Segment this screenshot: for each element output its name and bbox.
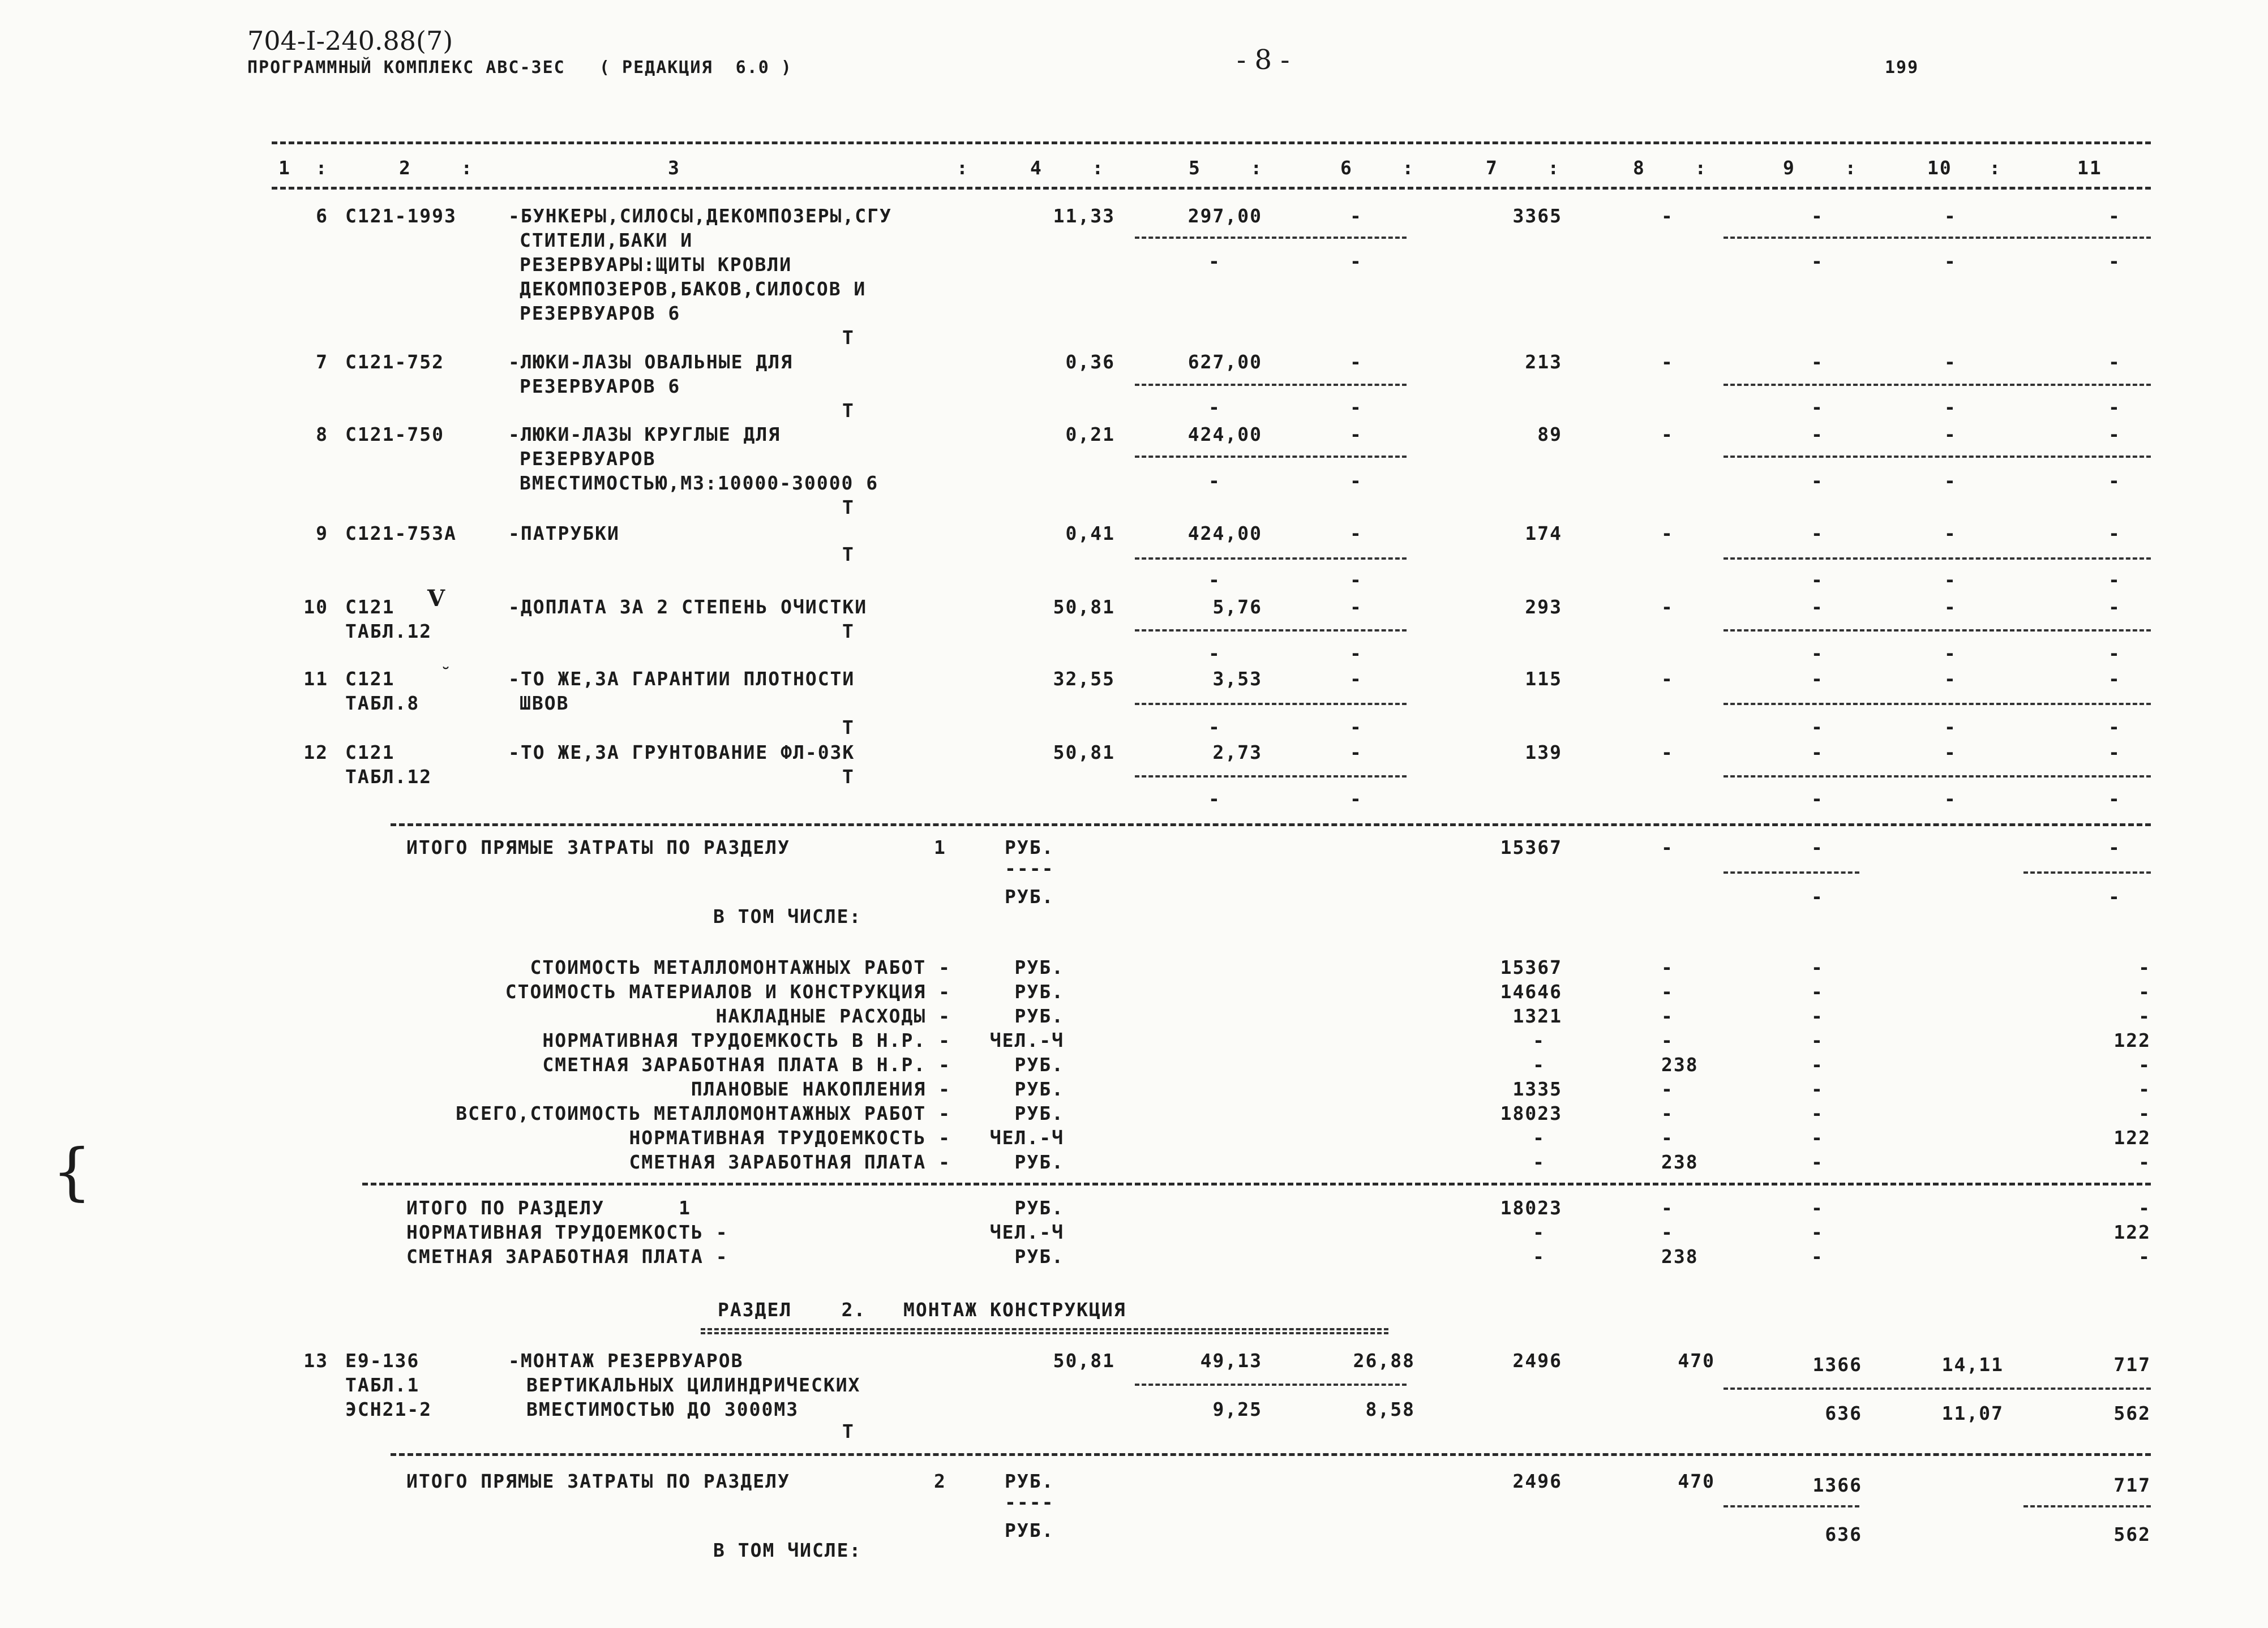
summary-col11: - bbox=[2138, 1197, 2151, 1219]
row-col8: 470 bbox=[1678, 1350, 1715, 1372]
subrule bbox=[1723, 456, 2151, 458]
dash-cell: - bbox=[1661, 596, 1674, 618]
row-unit-price: 424,00 bbox=[1187, 423, 1262, 445]
t-mark: Т bbox=[842, 716, 855, 738]
breakdown-unit: РУБ. bbox=[1014, 1005, 1064, 1027]
col-4: 4 : bbox=[1030, 157, 1105, 179]
dash-cell: - bbox=[1661, 741, 1674, 763]
dash-cell: - bbox=[1350, 569, 1362, 591]
row-col6-labor: 8,58 bbox=[1365, 1398, 1415, 1420]
row-code-line2: ТАБЛ.1 bbox=[345, 1374, 420, 1396]
t-mark: Т bbox=[842, 620, 855, 642]
row-number: 7 bbox=[316, 351, 328, 373]
breakdown-col9: - bbox=[1811, 1029, 1824, 1051]
dash-cell: - bbox=[1811, 250, 1824, 272]
section-heading-underline bbox=[701, 1328, 1388, 1330]
subrule bbox=[1135, 775, 1407, 778]
dash-cell: - bbox=[1811, 788, 1824, 810]
dash-cell: - bbox=[1811, 205, 1824, 227]
subrule bbox=[1723, 557, 2151, 560]
breakdown-col11: - bbox=[2138, 981, 2151, 1003]
col-9: 9 : bbox=[1783, 157, 1858, 179]
t-mark: Т bbox=[842, 400, 855, 422]
row-quantity: 0,36 bbox=[1065, 351, 1115, 373]
dash-cell: - bbox=[2108, 716, 2121, 738]
row-quantity: 50,81 bbox=[1053, 1350, 1115, 1372]
summary-col9: - bbox=[1811, 1245, 1824, 1268]
breakdown-col7: 14646 bbox=[1500, 981, 1562, 1003]
dash-cell: - bbox=[2108, 522, 2121, 544]
row-desc-line: -ЛЮКИ-ЛАЗЫ КРУГЛЫЕ ДЛЯ bbox=[508, 423, 781, 445]
dash-cell: - bbox=[2108, 836, 2121, 858]
row-code-line2: ТАБЛ.8 bbox=[345, 692, 420, 714]
section-heading: РАЗДЕЛ 2. МОНТАЖ КОНСТРУКЦИЯ bbox=[718, 1299, 1126, 1321]
row-col11: 717 bbox=[2113, 1354, 2151, 1376]
row-number: 11 bbox=[303, 668, 328, 690]
dash-cell: - bbox=[2108, 886, 2121, 908]
breakdown-col7: 1335 bbox=[1512, 1078, 1562, 1100]
section-total-col9: 1366 bbox=[1812, 1474, 1862, 1496]
row-total: 3365 bbox=[1512, 205, 1562, 227]
dash-cell: - bbox=[1661, 423, 1674, 445]
row-quantity: 0,41 bbox=[1065, 522, 1115, 544]
row-desc-line: -ПАТРУБКИ bbox=[508, 522, 620, 544]
col-2: 2 : bbox=[399, 157, 474, 179]
row-col10: 14,11 bbox=[1941, 1354, 2004, 1376]
dash-cell: - bbox=[1944, 470, 1957, 492]
dash-cell: - bbox=[1811, 423, 1824, 445]
row-quantity: 0,21 bbox=[1065, 423, 1115, 445]
breakdown-col9: - bbox=[1811, 956, 1824, 978]
dash-cell: - bbox=[2108, 250, 2121, 272]
section-number: 1 bbox=[934, 836, 946, 858]
row-unit-price: 297,00 bbox=[1187, 205, 1262, 227]
row-unit-price: 5,76 bbox=[1212, 596, 1262, 618]
dash-cell: - bbox=[1944, 205, 1957, 227]
dash-cell: - bbox=[2108, 596, 2121, 618]
sheet-number: 199 bbox=[1885, 58, 1919, 78]
subrule bbox=[1135, 237, 1407, 239]
dash-cell: - bbox=[1208, 569, 1221, 591]
breakdown-label: ВСЕГО,СТОИМОСТЬ МЕТАЛЛОМОНТАЖНЫХ РАБОТ - bbox=[456, 1102, 951, 1124]
subrule bbox=[2023, 871, 2151, 874]
subrule bbox=[1135, 703, 1407, 705]
breakdown-col7: - bbox=[1533, 1151, 1545, 1173]
t-mark: Т bbox=[842, 543, 855, 565]
summary-col11: - bbox=[2138, 1245, 2151, 1268]
section-rule bbox=[391, 1453, 2151, 1456]
summary-unit: РУБ. bbox=[1014, 1197, 1064, 1219]
t-mark: Т bbox=[842, 1420, 855, 1442]
row-quantity: 32,55 bbox=[1053, 668, 1115, 690]
breakdown-unit: РУБ. bbox=[1014, 1102, 1064, 1124]
row-desc-line: ШВОВ bbox=[520, 692, 569, 714]
dash-cell: - bbox=[1350, 522, 1362, 544]
summary-label: ИТОГО ПО РАЗДЕЛУ 1 bbox=[406, 1197, 691, 1219]
breakdown-col8: - bbox=[1661, 1078, 1674, 1100]
row-quantity: 11,33 bbox=[1053, 205, 1115, 227]
program-title: ПРОГРАММНЫЙ КОМПЛЕКС АВС-ЗЕС ( РЕДАКЦИЯ 6.0 ) bbox=[247, 58, 792, 78]
breakdown-col11: - bbox=[2138, 1005, 2151, 1027]
dash-cell: - bbox=[2108, 396, 2121, 418]
dash-cell: - bbox=[1208, 250, 1221, 272]
dash-cell: - bbox=[1811, 351, 1824, 373]
dash-cell: - bbox=[1811, 569, 1824, 591]
row-desc-line: -БУНКЕРЫ,СИЛОСЫ,ДЕКОМПОЗЕРЫ,СГУ bbox=[508, 205, 892, 227]
row-code-line3: ЭСН21-2 bbox=[345, 1398, 432, 1420]
row-number: 6 bbox=[316, 205, 328, 227]
row-total: 89 bbox=[1537, 423, 1562, 445]
row-desc-line: РЕЗЕРВУАРОВ 6 bbox=[520, 375, 681, 397]
summary-unit: РУБ. bbox=[1014, 1245, 1064, 1268]
subrule bbox=[1723, 629, 2151, 632]
dash-cell: - bbox=[2108, 470, 2121, 492]
row-number: 13 bbox=[303, 1350, 328, 1372]
summary-col8: 238 bbox=[1661, 1245, 1699, 1268]
row-col9: 1366 bbox=[1812, 1354, 1862, 1376]
row-desc-line: РЕЗЕРВУАРЫ:ЩИТЫ КРОВЛИ bbox=[520, 254, 792, 276]
row-desc-line: ВМЕСТИМОСТЬЮ,М3:10000-30000 6 bbox=[520, 472, 879, 494]
dash-cell: - bbox=[1350, 716, 1362, 738]
breakdown-col8: - bbox=[1661, 1102, 1674, 1124]
summary-col9: - bbox=[1811, 1197, 1824, 1219]
breakdown-col8: 238 bbox=[1661, 1054, 1699, 1076]
dash-cell: - bbox=[1661, 836, 1674, 858]
dash-cell: - bbox=[1661, 522, 1674, 544]
dash-cell: - bbox=[1661, 205, 1674, 227]
breakdown-col8: - bbox=[1661, 1127, 1674, 1149]
row-number: 12 bbox=[303, 741, 328, 763]
breakdown-col11: - bbox=[2138, 956, 2151, 978]
row-desc-line: РЕЗЕРВУАРОВ 6 bbox=[520, 302, 681, 324]
subrule bbox=[1723, 1388, 2151, 1390]
breakdown-col8: - bbox=[1661, 956, 1674, 978]
summary-col7: 18023 bbox=[1500, 1197, 1562, 1219]
breakdown-col7: - bbox=[1533, 1054, 1545, 1076]
subrule bbox=[1723, 871, 1859, 874]
subrule bbox=[1135, 629, 1407, 632]
row-unit-price: 424,00 bbox=[1187, 522, 1262, 544]
col-7: 7 : bbox=[1486, 157, 1560, 179]
dash-cell: - bbox=[1350, 741, 1362, 763]
section-total-label: ИТОГО ПРЯМЫЕ ЗАТРАТЫ ПО РАЗДЕЛУ bbox=[406, 836, 790, 858]
breakdown-label: НАКЛАДНЫЕ РАСХОДЫ - bbox=[715, 1005, 951, 1027]
breakdown-col8: - bbox=[1661, 981, 1674, 1003]
dash-cell: - bbox=[1944, 668, 1957, 690]
dash-cell: - bbox=[1208, 788, 1221, 810]
row-code: С121 bbox=[345, 741, 395, 763]
breakdown-unit: ЧЕЛ.-Ч bbox=[989, 1127, 1064, 1149]
row-desc-line: РЕЗЕРВУАРОВ bbox=[520, 448, 656, 470]
dash-cell: - bbox=[1661, 351, 1674, 373]
row-desc-line: -ДОПЛАТА ЗА 2 СТЕПЕНЬ ОЧИСТКИ bbox=[508, 596, 868, 618]
row-number: 9 bbox=[316, 522, 328, 544]
in-number-heading: В ТОМ ЧИСЛЕ: bbox=[713, 1539, 862, 1561]
dash-cell: - bbox=[1208, 642, 1221, 664]
row-number: 10 bbox=[303, 596, 328, 618]
row-quantity: 50,81 bbox=[1053, 596, 1115, 618]
breakdown-col11: - bbox=[2138, 1102, 2151, 1124]
summary-label: СМЕТНАЯ ЗАРАБОТНАЯ ПЛАТА - bbox=[406, 1245, 728, 1268]
row-desc-line: ВЕРТИКАЛЬНЫХ ЦИЛИНДРИЧЕСКИХ bbox=[526, 1374, 861, 1396]
row-unit-price: 2,73 bbox=[1212, 741, 1262, 763]
dash-cell: - bbox=[1944, 569, 1957, 591]
subrule bbox=[1135, 1384, 1407, 1386]
row-code: С121-750 bbox=[345, 423, 444, 445]
row-total: 174 bbox=[1525, 522, 1562, 544]
row-desc-line: -МОНТАЖ РЕЗЕРВУАРОВ bbox=[508, 1350, 744, 1372]
breakdown-col9: - bbox=[1811, 1102, 1824, 1124]
summary-col7: - bbox=[1533, 1221, 1545, 1243]
t-mark: Т bbox=[842, 327, 855, 349]
breakdown-col7: - bbox=[1533, 1127, 1545, 1149]
subrule bbox=[1723, 703, 2151, 705]
row-code: Е9-136 bbox=[345, 1350, 420, 1372]
dash-cell: - bbox=[1811, 836, 1824, 858]
row-total: 139 bbox=[1525, 741, 1562, 763]
check-mark: ˘ bbox=[441, 664, 450, 684]
row-desc-line: -ТО ЖЕ,ЗА ГАРАНТИИ ПЛОТНОСТИ bbox=[508, 668, 855, 690]
row-col6: 26,88 bbox=[1353, 1350, 1415, 1372]
breakdown-unit: РУБ. bbox=[1014, 1151, 1064, 1173]
unit-separator: ---- bbox=[1005, 1491, 1054, 1513]
margin-brace: { bbox=[52, 1135, 92, 1208]
row-desc-line: СТИТЕЛИ,БАКИ И bbox=[520, 229, 693, 251]
dash-cell: - bbox=[1208, 470, 1221, 492]
row-col5-labor: 9,25 bbox=[1212, 1398, 1262, 1420]
unit: РУБ. bbox=[1005, 886, 1054, 908]
breakdown-col11: - bbox=[2138, 1151, 2151, 1173]
col-1: 1 : bbox=[278, 157, 328, 179]
breakdown-col7: - bbox=[1533, 1029, 1545, 1051]
row-desc-line: ВМЕСТИМОСТЬЮ ДО 3000М3 bbox=[526, 1398, 799, 1420]
dash-cell: - bbox=[1811, 596, 1824, 618]
dash-cell: - bbox=[2108, 351, 2121, 373]
dash-cell: - bbox=[2108, 205, 2121, 227]
dash-cell: - bbox=[1944, 642, 1957, 664]
row-unit-price: 627,00 bbox=[1187, 351, 1262, 373]
dash-cell: - bbox=[1944, 716, 1957, 738]
dash-cell: - bbox=[1811, 522, 1824, 544]
breakdown-col9: - bbox=[1811, 1054, 1824, 1076]
breakdown-unit: РУБ. bbox=[1014, 1078, 1064, 1100]
row-code-line2: ТАБЛ.12 bbox=[345, 620, 432, 642]
dash-cell: - bbox=[1350, 788, 1362, 810]
breakdown-col8: 238 bbox=[1661, 1151, 1699, 1173]
breakdown-label: НОРМАТИВНАЯ ТРУДОЕМКОСТЬ В Н.Р. - bbox=[542, 1029, 951, 1051]
section-number: 2 bbox=[934, 1470, 946, 1492]
breakdown-col11: - bbox=[2138, 1054, 2151, 1076]
section-total-col8: 470 bbox=[1678, 1470, 1715, 1492]
section-rule bbox=[362, 1183, 2151, 1185]
row-desc-line: ДЕКОМПОЗЕРОВ,БАКОВ,СИЛОСОВ И bbox=[520, 278, 867, 300]
dash-cell: - bbox=[1944, 741, 1957, 763]
dash-cell: - bbox=[1350, 596, 1362, 618]
subrule bbox=[1723, 1505, 1859, 1507]
dash-cell: - bbox=[1944, 788, 1957, 810]
dash-cell: - bbox=[1944, 522, 1957, 544]
breakdown-col8: - bbox=[1661, 1005, 1674, 1027]
breakdown-unit: РУБ. bbox=[1014, 981, 1064, 1003]
dash-cell: - bbox=[1944, 423, 1957, 445]
dash-cell: - bbox=[1350, 470, 1362, 492]
dash-cell: - bbox=[1208, 716, 1221, 738]
summary-col8: - bbox=[1661, 1197, 1674, 1219]
section-rule bbox=[391, 823, 2151, 826]
dash-cell: - bbox=[1944, 351, 1957, 373]
row-col11-labor: 562 bbox=[2113, 1402, 2151, 1424]
row-code: С121-752 bbox=[345, 351, 444, 373]
row-number: 8 bbox=[316, 423, 328, 445]
breakdown-col7: 18023 bbox=[1500, 1102, 1562, 1124]
breakdown-col9: - bbox=[1811, 1005, 1824, 1027]
dash-cell: - bbox=[1350, 396, 1362, 418]
breakdown-unit: РУБ. bbox=[1014, 1054, 1064, 1076]
col-5: 5 : bbox=[1189, 157, 1263, 179]
section-total-col11-labor: 562 bbox=[2113, 1523, 2151, 1545]
section-total-label: ИТОГО ПРЯМЫЕ ЗАТРАТЫ ПО РАЗДЕЛУ bbox=[406, 1470, 790, 1492]
breakdown-label: СМЕТНАЯ ЗАРАБОТНАЯ ПЛАТА В Н.Р. - bbox=[542, 1054, 951, 1076]
dash-cell: - bbox=[1350, 351, 1362, 373]
row-code: С121 bbox=[345, 668, 395, 690]
row-unit-price: 3,53 bbox=[1212, 668, 1262, 690]
row-desc-line: -ТО ЖЕ,ЗА ГРУНТОВАНИЕ ФЛ-03К bbox=[508, 741, 855, 763]
breakdown-col7: 15367 bbox=[1500, 956, 1562, 978]
in-number-heading: В ТОМ ЧИСЛЕ: bbox=[713, 905, 862, 927]
row-total: 115 bbox=[1525, 668, 1562, 690]
col-6: 6 : bbox=[1340, 157, 1415, 179]
summary-unit: ЧЕЛ.-Ч bbox=[989, 1221, 1064, 1243]
section-total-value: 15367 bbox=[1500, 836, 1562, 858]
col-10: 10 : bbox=[1927, 157, 2002, 179]
dash-cell: - bbox=[1944, 396, 1957, 418]
row-code: С121-1993 bbox=[345, 205, 457, 227]
row-code: С121-753А bbox=[345, 522, 457, 544]
col-3: 3 bbox=[668, 157, 680, 179]
row-col5: 49,13 bbox=[1200, 1350, 1262, 1372]
dash-cell: - bbox=[1944, 596, 1957, 618]
dash-cell: - bbox=[2108, 788, 2121, 810]
dash-cell: - bbox=[1811, 642, 1824, 664]
dash-cell: - bbox=[1350, 250, 1362, 272]
row-col10-labor: 11,07 bbox=[1941, 1402, 2004, 1424]
row-col9-labor: 636 bbox=[1825, 1402, 1862, 1424]
section-total-col9-labor: 636 bbox=[1825, 1523, 1862, 1545]
breakdown-label: СТОИМОСТЬ МАТЕРИАЛОВ И КОНСТРУКЦИЯ - bbox=[505, 981, 951, 1003]
breakdown-label: ПЛАНОВЫЕ НАКОПЛЕНИЯ - bbox=[691, 1078, 951, 1100]
table-top-rule bbox=[272, 141, 2151, 144]
breakdown-col9: - bbox=[1811, 1078, 1824, 1100]
breakdown-label: НОРМАТИВНАЯ ТРУДОЕМКОСТЬ - bbox=[629, 1127, 951, 1149]
breakdown-col11: 122 bbox=[2113, 1029, 2151, 1051]
breakdown-label: СТОИМОСТЬ МЕТАЛЛОМОНТАЖНЫХ РАБОТ - bbox=[530, 956, 951, 978]
summary-col11: 122 bbox=[2113, 1221, 2151, 1243]
dash-cell: - bbox=[1811, 668, 1824, 690]
breakdown-col9: - bbox=[1811, 1151, 1824, 1173]
dash-cell: - bbox=[1350, 423, 1362, 445]
subrule bbox=[1723, 775, 2151, 778]
subrule bbox=[1135, 557, 1407, 560]
row-code: С121 bbox=[345, 596, 395, 618]
breakdown-col9: - bbox=[1811, 1127, 1824, 1149]
row-col7: 2496 bbox=[1512, 1350, 1562, 1372]
row-total: 213 bbox=[1525, 351, 1562, 373]
col-11: 11 bbox=[2077, 157, 2102, 179]
summary-col9: - bbox=[1811, 1221, 1824, 1243]
subrule bbox=[1135, 456, 1407, 458]
dash-cell: - bbox=[2108, 668, 2121, 690]
section-total-col11: 717 bbox=[2113, 1474, 2151, 1496]
section-total-col7: 2496 bbox=[1512, 1470, 1562, 1492]
document-code: 704-I-240.88(7) bbox=[247, 25, 453, 56]
subrule bbox=[2023, 1505, 2151, 1507]
page-number: - 8 - bbox=[1237, 44, 1290, 76]
subrule bbox=[1723, 384, 2151, 386]
breakdown-col8: - bbox=[1661, 1029, 1674, 1051]
dash-cell: - bbox=[1811, 470, 1824, 492]
row-quantity: 50,81 bbox=[1053, 741, 1115, 763]
breakdown-unit: РУБ. bbox=[1014, 956, 1064, 978]
summary-col7: - bbox=[1533, 1245, 1545, 1268]
dash-cell: - bbox=[1811, 716, 1824, 738]
t-mark: Т bbox=[842, 766, 855, 788]
dash-cell: - bbox=[2108, 741, 2121, 763]
row-total: 293 bbox=[1525, 596, 1562, 618]
table-header-rule bbox=[272, 187, 2151, 190]
t-mark: Т bbox=[842, 496, 855, 518]
dash-cell: - bbox=[2108, 642, 2121, 664]
unit: РУБ. bbox=[1005, 1519, 1054, 1541]
breakdown-label: СМЕТНАЯ ЗАРАБОТНАЯ ПЛАТА - bbox=[629, 1151, 951, 1173]
breakdown-col7: 1321 bbox=[1512, 1005, 1562, 1027]
dash-cell: - bbox=[2108, 569, 2121, 591]
dash-cell: - bbox=[1208, 396, 1221, 418]
unit: РУБ. bbox=[1005, 836, 1054, 858]
summary-col8: - bbox=[1661, 1221, 1674, 1243]
subrule bbox=[1135, 384, 1407, 386]
breakdown-unit: ЧЕЛ.-Ч bbox=[989, 1029, 1064, 1051]
subrule bbox=[1723, 237, 2151, 239]
breakdown-col11: 122 bbox=[2113, 1127, 2151, 1149]
row-code-line2: ТАБЛ.12 bbox=[345, 766, 432, 788]
dash-cell: - bbox=[1811, 886, 1824, 908]
dash-cell: - bbox=[1350, 642, 1362, 664]
dash-cell: - bbox=[1350, 668, 1362, 690]
dash-cell: - bbox=[1811, 396, 1824, 418]
col-8: 8 : bbox=[1633, 157, 1708, 179]
dash-cell: - bbox=[1811, 741, 1824, 763]
check-mark: V bbox=[427, 585, 445, 612]
dash-cell: - bbox=[1350, 205, 1362, 227]
dash-cell: - bbox=[1661, 668, 1674, 690]
dash-cell: - bbox=[1944, 250, 1957, 272]
unit: РУБ. bbox=[1005, 1470, 1054, 1492]
unit-separator: ---- bbox=[1005, 857, 1054, 879]
row-desc-line: -ЛЮКИ-ЛАЗЫ ОВАЛЬНЫЕ ДЛЯ bbox=[508, 351, 793, 373]
col-sep-3: : bbox=[957, 157, 969, 179]
summary-label: НОРМАТИВНАЯ ТРУДОЕМКОСТЬ - bbox=[406, 1221, 728, 1243]
dash-cell: - bbox=[2108, 423, 2121, 445]
breakdown-col9: - bbox=[1811, 981, 1824, 1003]
breakdown-col11: - bbox=[2138, 1078, 2151, 1100]
